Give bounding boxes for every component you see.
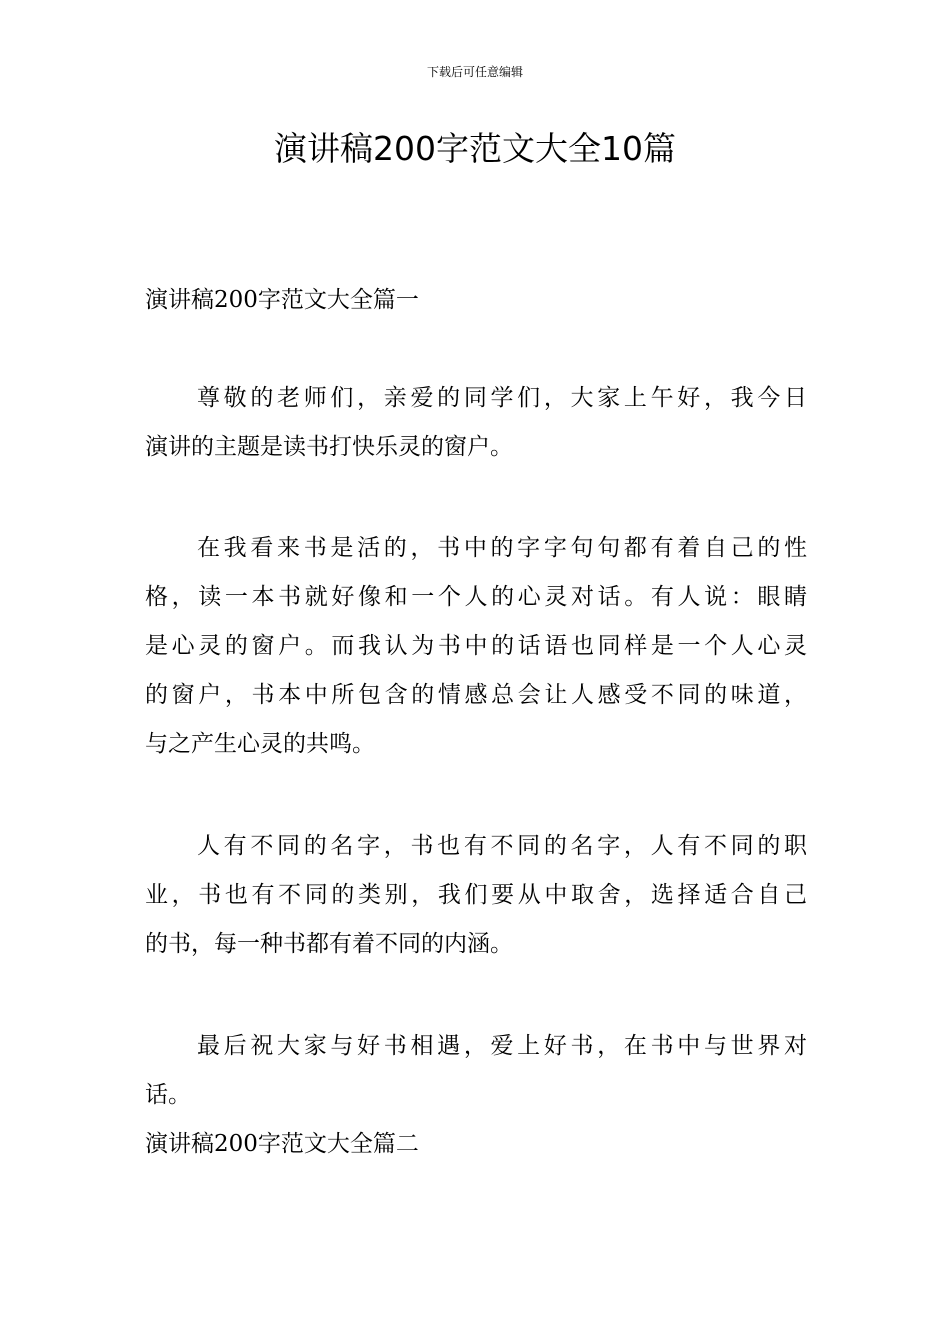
paragraph-2 <box>145 524 807 769</box>
section-heading-2: 演讲稿200字范文大全篇二 <box>145 1131 419 1157</box>
paragraph-line: 尊敬的老师们，亲爱的同学们，大家上午好，我今日 <box>197 385 807 411</box>
paragraph-line: 业，书也有不同的类别，我们要从中取舍，选择适合自己 <box>145 882 807 908</box>
paragraph-line: 与之产生心灵的共鸣。 <box>145 731 375 757</box>
paragraph-line: 人有不同的名字，书也有不同的名字，人有不同的职 <box>197 833 807 859</box>
paragraph-1 <box>145 374 807 472</box>
paragraph-line: 在我看来书是活的，书中的字字句句都有着自己的性 <box>197 535 807 561</box>
paragraph-line: 话。 <box>145 1082 191 1108</box>
header-note: 下载后可任意编辑 <box>426 65 523 79</box>
paragraph-3 <box>145 822 807 969</box>
paragraph-line: 的书，每一种书都有着不同的内涵。 <box>145 931 513 957</box>
paragraph-line: 演讲的主题是读书打快乐灵的窗户。 <box>145 434 513 460</box>
paragraph-line: 最后祝大家与好书相遇，爱上好书，在书中与世界对 <box>197 1033 807 1059</box>
section-heading-1: 演讲稿200字范文大全篇一 <box>145 287 419 313</box>
paragraph-line: 的窗户，书本中所包含的情感总会让人感受不同的味道， <box>145 682 807 708</box>
document-title: 演讲稿200字范文大全10篇 <box>274 129 676 168</box>
paragraph-4 <box>145 1022 807 1120</box>
paragraph-line: 格，读一本书就好像和一个人的心灵对话。有人说：眼睛 <box>145 584 807 610</box>
paragraph-line: 是心灵的窗户。而我认为书中的话语也同样是一个人心灵 <box>145 633 807 659</box>
